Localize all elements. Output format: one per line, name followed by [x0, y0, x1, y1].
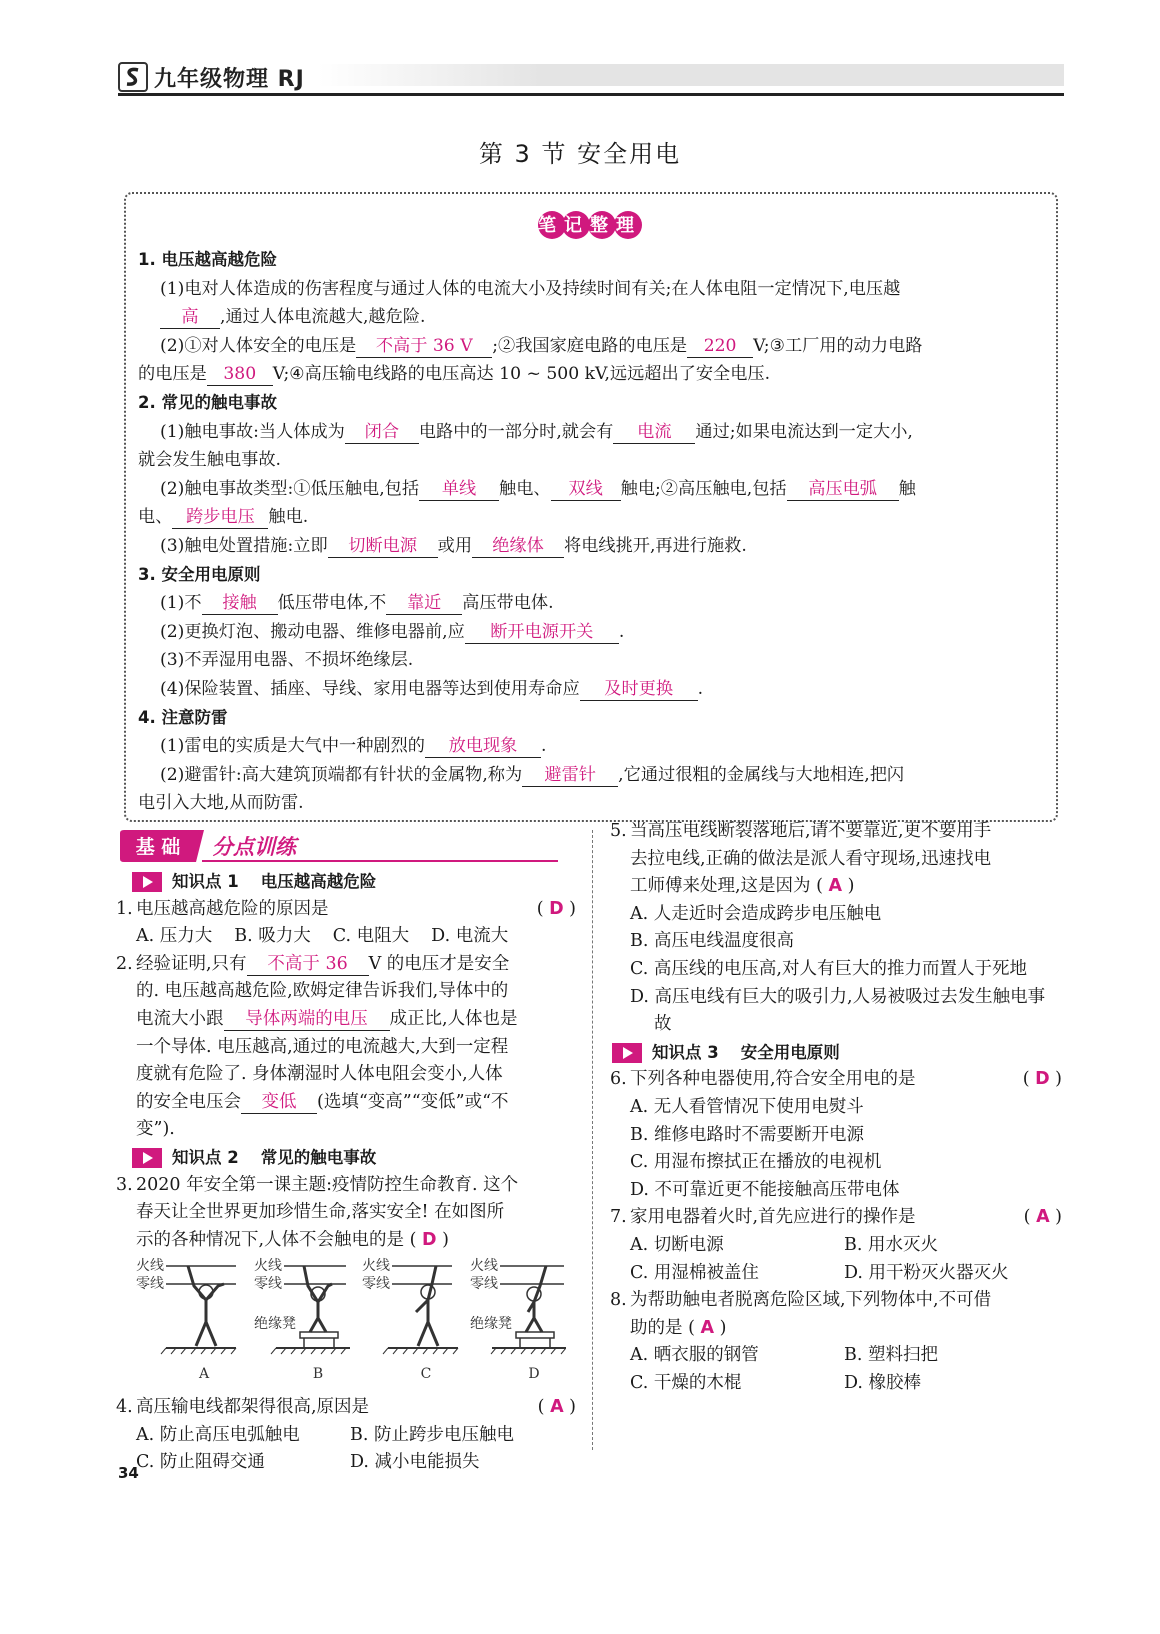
- option: B. 吸力大: [234, 926, 311, 947]
- question-number: 2.: [116, 953, 133, 974]
- live-wire-label: 火线: [470, 1258, 498, 1275]
- question-line: [116, 1006, 576, 1034]
- question: [610, 1066, 1062, 1094]
- notes-text: (2)触电事故类型:①低压触电,包括: [160, 478, 420, 499]
- answer-blank: 高压电弧: [787, 478, 899, 501]
- answer-value: A: [1036, 1207, 1050, 1228]
- answer-blank: 断开电源开关: [465, 621, 619, 644]
- question-text: 度就有危险了. 身体潮湿时人体电阻会变小,人体: [136, 1064, 503, 1085]
- notes-text: ,通过人体电流越大,越危险.: [220, 307, 426, 328]
- option: C. 用湿布擦拭正在播放的电视机: [630, 1152, 882, 1173]
- notes-badge-text: 笔记整理: [538, 215, 642, 236]
- question-number: 4.: [116, 1396, 133, 1417]
- answer-blank: 接触: [202, 592, 278, 615]
- left-column: [116, 868, 576, 1477]
- answer-bracket: ( D ): [1022, 1069, 1062, 1090]
- notes-paragraph: (3)不弄湿用电器、不损坏绝缘层.: [160, 650, 414, 671]
- notes-text: (2)避雷针:高大建筑顶端都有针状的金属物,称为: [160, 764, 523, 785]
- electric-shock-figure: [136, 1256, 566, 1384]
- question-number: 5.: [610, 821, 627, 841]
- option: C. 干燥的木棍: [630, 1372, 742, 1393]
- page-number: 34: [118, 1464, 139, 1482]
- answer-blank: 导体两端的电压: [224, 1008, 390, 1031]
- question-text: 变”).: [136, 1119, 175, 1140]
- option: B. 用水灭火: [844, 1234, 938, 1255]
- options-row: [610, 1370, 1062, 1398]
- notes-badge: [535, 210, 645, 240]
- notes-text: (2)①对人体安全的电压是: [160, 335, 357, 356]
- knowledge-point-heading: [612, 1039, 1062, 1067]
- knowledge-point-heading: [132, 1144, 576, 1172]
- live-wire-label: 火线: [362, 1258, 390, 1275]
- question: [116, 1394, 576, 1422]
- kp-number: 知识点 3: [652, 1042, 719, 1062]
- notes-paragraph: [138, 532, 1048, 561]
- answer-value: D: [1035, 1069, 1050, 1090]
- question-text: 家用电器着火时,首先应进行的操作是: [630, 1207, 916, 1228]
- option: A. 无人看管情况下使用电熨斗: [630, 1096, 864, 1117]
- notes-text: (2)更换灯泡、搬动电器、维修电器前,应: [160, 621, 465, 642]
- answer-blank: 高: [160, 306, 220, 329]
- answer-blank: 及时更换: [580, 678, 698, 701]
- play-triangle-icon: [132, 1148, 162, 1168]
- answer-blank: 避雷针: [522, 764, 618, 787]
- option: C. 电阻大: [332, 926, 410, 947]
- practice-bar: [118, 829, 568, 863]
- options-row: [610, 1232, 1062, 1260]
- answer-bracket: ( A ): [1023, 1207, 1062, 1228]
- notes-text: 就会发生触电事故.: [138, 450, 281, 471]
- practice-title: 分点训练: [212, 835, 296, 859]
- option: C. 用湿棉被盖住: [630, 1262, 759, 1283]
- notes-paragraph: [138, 332, 1048, 361]
- notes-text: 高压带电体.: [462, 593, 554, 614]
- question-text: 春天让全世界更加珍惜生命,落实安全! 在如图所: [136, 1202, 505, 1223]
- book-logo-icon: [118, 62, 148, 92]
- kp-title: 安全用电原则: [740, 1042, 840, 1062]
- question-line: [610, 1315, 1062, 1343]
- panel-label: D: [528, 1366, 540, 1383]
- notes-paragraph: [138, 303, 1048, 332]
- answer-value: D: [549, 898, 564, 919]
- neutral-wire-label: 零线: [470, 1276, 498, 1293]
- notes-text: 的电压是: [138, 364, 207, 385]
- notes-text: ;②我国家庭电路的电压是: [492, 335, 688, 356]
- question-text: 的安全电压会: [136, 1091, 241, 1112]
- notes-paragraph: [138, 275, 1048, 304]
- notes-paragraph: [138, 589, 1048, 618]
- play-triangle-icon: [132, 872, 162, 892]
- notes-text: V;③工厂用的动力电路: [753, 335, 923, 356]
- kp-number: 知识点 2: [172, 1147, 239, 1167]
- question-text: 高压输电线都架得很高,原因是: [136, 1396, 370, 1417]
- option: A. 人走近时会造成跨步电压触电: [630, 903, 882, 924]
- neutral-wire-label: 零线: [254, 1276, 282, 1293]
- answer-value: A: [700, 1317, 715, 1338]
- answer-blank: 绝缘体: [472, 535, 564, 558]
- practice-tag: 基 础: [135, 836, 181, 858]
- notes-text: (1)不: [160, 593, 202, 614]
- notes-text: .: [618, 621, 625, 642]
- question-number: 3.: [116, 1174, 133, 1195]
- neutral-wire-label: 零线: [136, 1276, 164, 1293]
- question-number: 1.: [116, 898, 133, 919]
- notes-paragraph: [138, 475, 1048, 504]
- insulating-stool-label: 绝缘凳: [470, 1316, 512, 1333]
- knowledge-point-heading: [132, 868, 576, 896]
- option: D. 不可靠近更不能接触高压带电体: [630, 1179, 900, 1200]
- notes-text: V;④高压输电线路的电压高达 10 ~ 500 kV,远远超出了安全电压.: [272, 364, 771, 385]
- question-line: [116, 1089, 576, 1117]
- question: [610, 1204, 1062, 1232]
- notes-text: (3)触电处置措施:立即: [160, 535, 328, 556]
- insulating-stool-label: 绝缘凳: [254, 1316, 296, 1333]
- notes-text: 低压带电体,不: [277, 593, 387, 614]
- question-text: V 的电压才是安全: [368, 953, 510, 974]
- question-text: 经验证明,只有: [136, 953, 247, 974]
- question-text: 助的是: [630, 1317, 683, 1338]
- option: A. 切断电源: [630, 1234, 724, 1255]
- live-wire-label: 火线: [254, 1258, 282, 1275]
- answer-bracket: ( A ): [688, 1317, 727, 1338]
- figure-panel-a: [136, 1257, 236, 1382]
- answer-bracket: ( A ): [537, 1396, 576, 1417]
- answer-value: A: [550, 1396, 564, 1417]
- option: D. 电流大: [431, 926, 509, 947]
- question-text: 电压越高越危险的原因是: [136, 898, 329, 919]
- notes-text: 将电线挑开,再进行施救.: [564, 535, 747, 556]
- option: A. 晒衣服的钢管: [630, 1345, 759, 1366]
- answer-blank: 切断电源: [328, 535, 438, 558]
- question-number: 7.: [610, 1207, 627, 1228]
- option: C. 防止阻碍交通: [136, 1452, 265, 1473]
- kp-title: 常见的触电事故: [260, 1147, 377, 1167]
- figure-panel-d: [470, 1257, 566, 1382]
- notes-text: 通过;如果电流达到一定大小,: [695, 421, 913, 442]
- header-rule: [118, 93, 1064, 96]
- question-text: 为帮助触电者脱离危险区域,下列物体中,不可借: [630, 1290, 992, 1311]
- answer-blank: 双线: [551, 478, 621, 501]
- question-number: 6.: [610, 1069, 627, 1090]
- question: [610, 818, 1062, 846]
- option: A. 防止高压电弧触电: [136, 1424, 300, 1445]
- figure-panel-c: [362, 1257, 458, 1382]
- notes-section-title: 4. 注意防雷: [138, 707, 228, 727]
- answer-blank: 闭合: [345, 421, 419, 444]
- live-wire-label: 火线: [136, 1258, 164, 1275]
- book-title: 九年级物理 RJ: [154, 67, 305, 92]
- options-row: [116, 923, 576, 951]
- answer-blank: 不高于 36: [247, 953, 369, 976]
- option: D. 减小电能损失: [350, 1452, 480, 1473]
- options-row: [610, 1342, 1062, 1370]
- option: C. 高压线的电压高,对人有巨大的推力而置人于死地: [630, 958, 1027, 979]
- answer-blank: 靠近: [386, 592, 462, 615]
- question: [116, 1172, 576, 1200]
- option: A. 压力大: [136, 926, 213, 947]
- column-divider: [592, 830, 593, 1450]
- option: D. 高压电线有巨大的吸引力,人易被吸过去发生触电事故: [630, 986, 1046, 1035]
- notes-paragraph: [138, 675, 1048, 704]
- question-line: [610, 873, 1062, 901]
- notes-content: [138, 246, 1048, 818]
- notes-text: (1)触电事故:当人体成为: [160, 421, 345, 442]
- notes-section-title: 3. 安全用电原则: [138, 564, 261, 584]
- right-column: [610, 818, 1062, 1397]
- answer-blank: 电流: [613, 421, 695, 444]
- question: [116, 951, 576, 979]
- answer-blank: 220: [687, 335, 753, 358]
- question-text: 一个导体. 电压越高,通过的电流越大,大到一定程: [136, 1036, 509, 1057]
- notes-paragraph: [138, 618, 1048, 647]
- answer-blank: 跨步电压: [172, 506, 268, 529]
- options-row: [116, 1449, 576, 1477]
- question-text: 2020 年安全第一课主题:疫情防控生命教育. 这个: [136, 1174, 519, 1195]
- notes-text: 电引入大地,从而防雷.: [138, 793, 304, 814]
- question: [116, 896, 576, 924]
- notes-text: (1)雷电的实质是大气中一种剧烈的: [160, 736, 425, 757]
- panel-label: B: [312, 1366, 324, 1383]
- answer-blank: 变低: [241, 1091, 317, 1114]
- notes-text: 触电;②高压触电,包括: [620, 478, 787, 499]
- notes-paragraph: [138, 789, 1048, 818]
- question-line: [116, 1227, 576, 1255]
- notes-text: ,它通过很粗的金属线与大地相连,把闪: [618, 764, 905, 785]
- question-number: 8.: [610, 1290, 627, 1311]
- question-text: 去拉电线,正确的做法是派人看守现场,迅速找电: [630, 848, 992, 869]
- question-text: 电流大小跟: [136, 1008, 224, 1029]
- answer-blank: 不高于 36 V: [356, 335, 492, 358]
- notes-paragraph: [138, 360, 1048, 389]
- options-row: [610, 1260, 1062, 1288]
- notes-text: (4)保险装置、插座、导线、家用电器等达到使用寿命应: [160, 678, 580, 699]
- question: [610, 1287, 1062, 1315]
- notes-text: 触电.: [268, 507, 309, 528]
- notes-section-title: 2. 常见的触电事故: [138, 392, 277, 412]
- answer-bracket: ( D ): [536, 898, 576, 919]
- notes-text: .: [540, 736, 547, 757]
- panel-label: C: [420, 1366, 432, 1383]
- notes-text: 或用: [437, 535, 473, 556]
- answer-blank: 放电现象: [425, 735, 541, 758]
- question-text: (选填“变高”“变低”或“不: [317, 1091, 509, 1112]
- notes-paragraph: [138, 732, 1048, 761]
- notes-text: (1)电对人体造成的伤害程度与通过人体的电流大小及持续时间有关;在人体电阻一定情况下,电压越: [160, 278, 901, 299]
- answer-value: D: [422, 1229, 437, 1250]
- notes-text: .: [697, 678, 704, 699]
- option: D. 用干粉灭火器灭火: [844, 1262, 1009, 1283]
- question-text: 示的各种情况下,人体不会触电的是: [136, 1229, 405, 1250]
- question-text: 工师傅来处理,这是因为: [630, 876, 811, 897]
- figure-panel-b: [254, 1257, 350, 1382]
- question-text: 成正比,人体也是: [389, 1008, 518, 1029]
- header-band: [318, 64, 1064, 86]
- neutral-wire-label: 零线: [362, 1276, 390, 1293]
- notes-paragraph: [138, 761, 1048, 790]
- answer-blank: 单线: [419, 478, 499, 501]
- answer-bracket: ( D ): [409, 1229, 449, 1250]
- option: B. 防止跨步电压触电: [350, 1424, 514, 1445]
- question-text: 的. 电压越高越危险,欧姆定律告诉我们,导体中的: [136, 981, 509, 1002]
- answer-value: A: [828, 876, 843, 897]
- notes-section-title: 1. 电压越高越危险: [138, 250, 277, 269]
- options-row: [116, 1422, 576, 1450]
- question-text: 下列各种电器使用,符合安全用电的是: [630, 1069, 916, 1090]
- page-header: [118, 58, 1064, 96]
- notes-paragraph: [138, 503, 1048, 532]
- notes-paragraph: [138, 418, 1048, 447]
- option: B. 塑料扫把: [844, 1345, 938, 1366]
- notes-text: 电、: [138, 507, 173, 528]
- notes-paragraph: [138, 446, 1048, 475]
- kp-number: 知识点 1: [172, 872, 239, 891]
- question-text: 当高压电线断裂落地后,请不要靠近,更不要用手: [630, 821, 992, 841]
- kp-title: 电压越高越危险: [260, 872, 377, 891]
- answer-bracket: ( A ): [816, 876, 855, 897]
- notes-text: 触: [898, 478, 916, 499]
- section-title: 第 3 节 安全用电: [478, 140, 682, 168]
- option: B. 高压电线温度很高: [630, 931, 794, 952]
- play-triangle-icon: [612, 1043, 642, 1063]
- option: B. 维修电路时不需要断开电源: [630, 1124, 864, 1145]
- notes-text: 电路中的一部分时,就会有: [418, 421, 614, 442]
- answer-blank: 380: [207, 363, 273, 386]
- option: D. 橡胶棒: [844, 1372, 922, 1393]
- panel-label: A: [198, 1366, 210, 1383]
- notes-text: 触电、: [499, 478, 551, 499]
